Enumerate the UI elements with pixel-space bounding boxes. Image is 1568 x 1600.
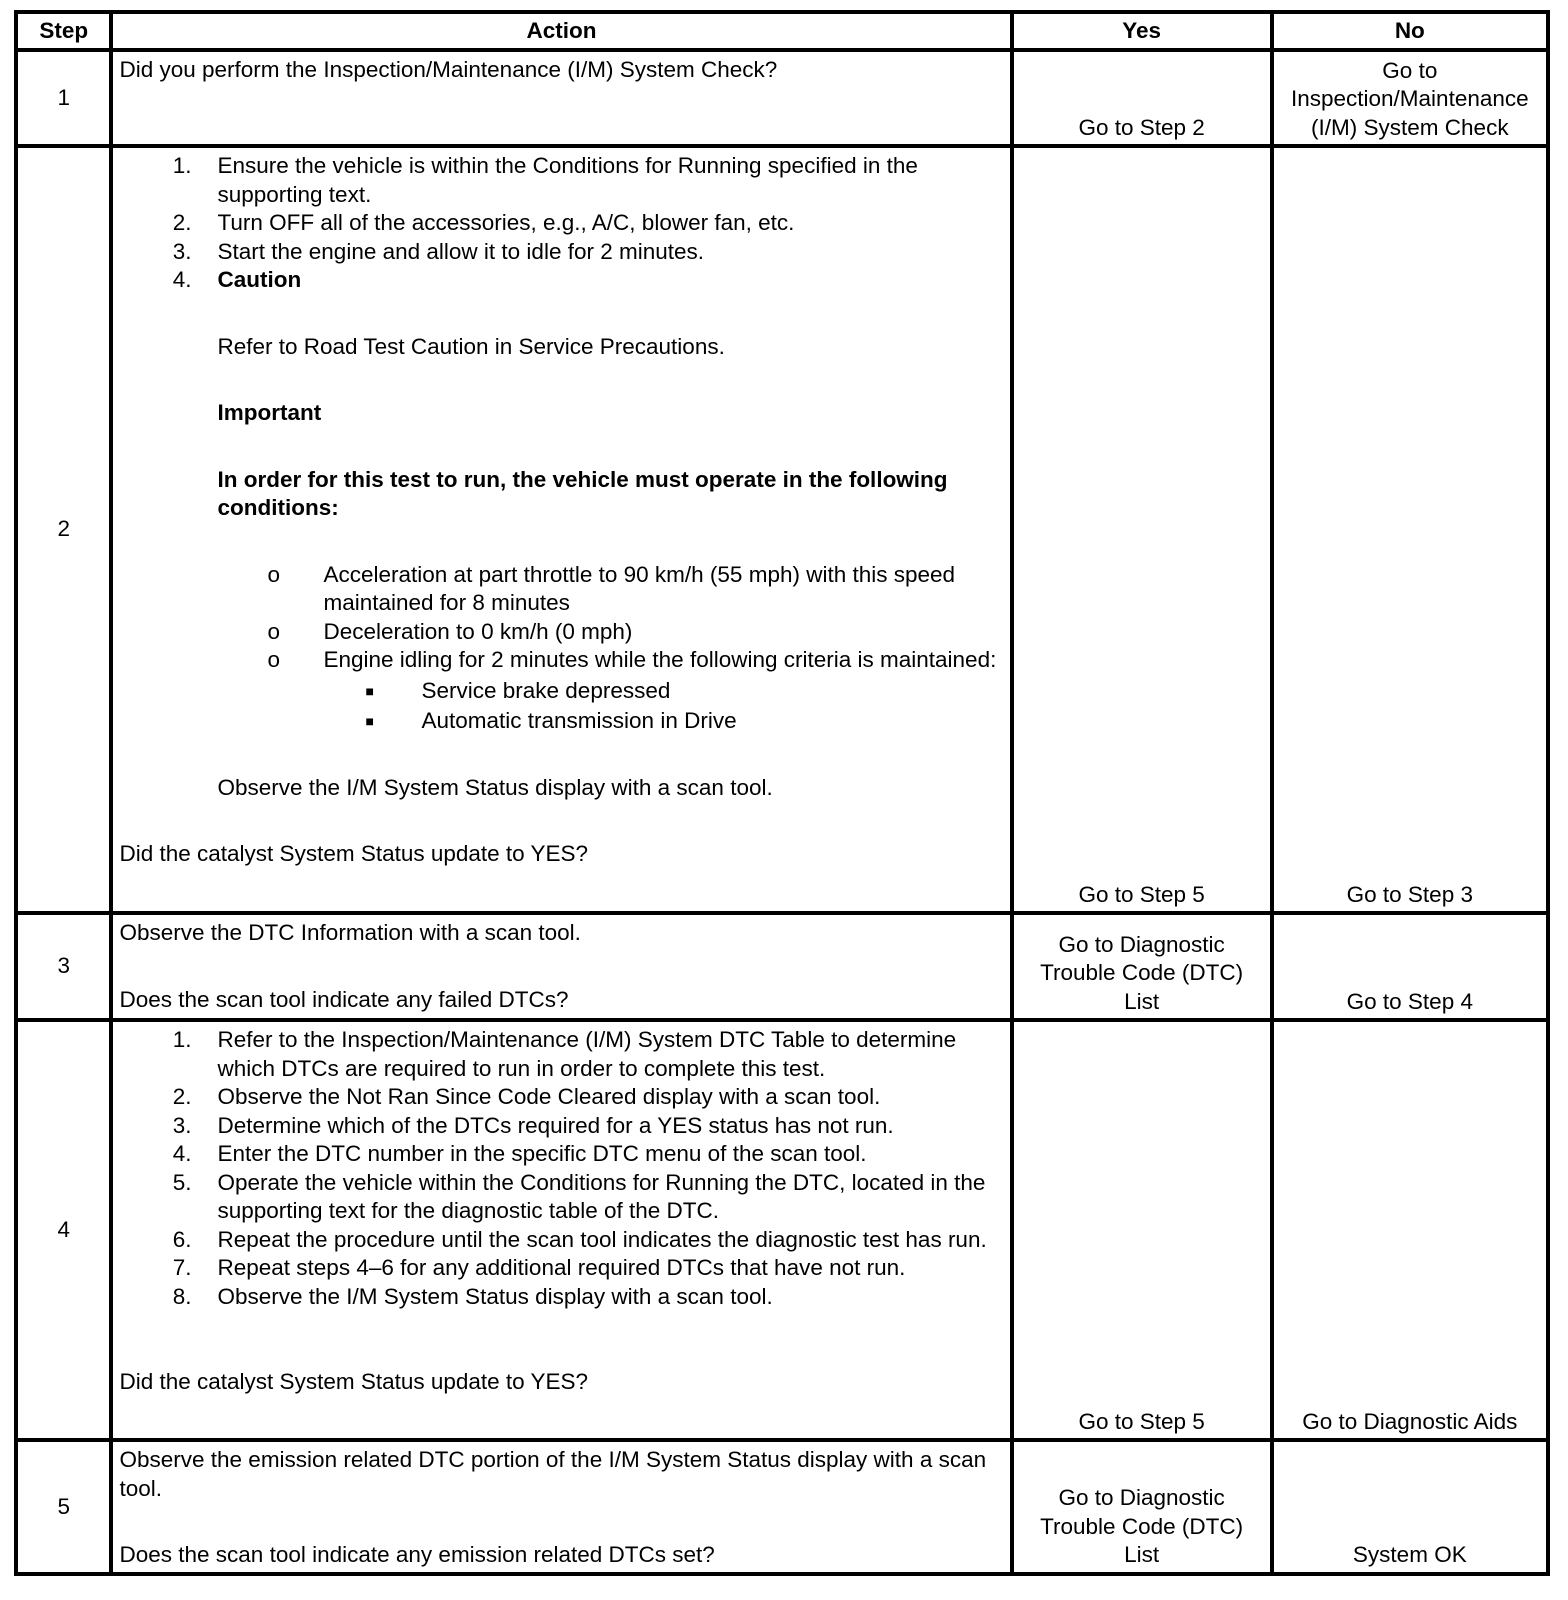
- caution-label: Caution: [217, 267, 302, 292]
- yes-outcome-line: Go to Diagnostic: [1058, 1485, 1225, 1510]
- list-item: 5. Operate the vehicle within the Conditions for Running the DTC, located in the supporting text for the diagnostic table of the DTC.: [172, 1169, 986, 1223]
- action-text: Did you perform the Inspection/Maintenance (I/M) System Check?: [119, 57, 778, 82]
- list-item: 4. Caution: [119, 266, 1003, 295]
- circle-bullet-icon: o: [267, 561, 280, 587]
- list-item: ■ Service brake depressed: [361, 677, 1003, 706]
- circle-bullet-icon: o: [267, 618, 280, 644]
- header-step: Step: [16, 12, 111, 50]
- list-item: 1. Ensure the vehicle is within the Conditions for Running specified in the supporting text.: [172, 153, 918, 207]
- list-item: 7. Repeat steps 4–6 for any additional required DTCs that have not run.: [172, 1255, 906, 1280]
- action-cell: [111, 50, 1011, 146]
- step-number: 5: [16, 1440, 111, 1574]
- list-item: o Deceleration to 0 km/h (0 mph): [261, 618, 1003, 647]
- no-outcome-line: (I/M) System Check: [1311, 114, 1509, 140]
- list-item: 2. Observe the Not Ran Since Code Cleared display with a scan tool.: [172, 1084, 881, 1109]
- step-number: 2: [16, 146, 111, 913]
- header-action: Action: [111, 12, 1011, 50]
- no-outcome: Go to Step 4: [1272, 913, 1548, 1020]
- step-number: 4: [16, 1020, 111, 1440]
- list-item: o Acceleration at part throttle to 90 km/h (55 mph) with this speed maintained for 8 minutes: [261, 561, 1003, 618]
- square-bullet-icon: ■: [365, 682, 374, 699]
- list-item: 3. Determine which of the DTCs required for a YES status has not run.: [172, 1112, 894, 1138]
- yes-outcome-line: Go to Diagnostic: [1058, 931, 1225, 957]
- action-cell: [111, 146, 1011, 913]
- header-no: No: [1272, 12, 1548, 50]
- list-item: 3. Start the engine and allow it to idle for 2 minutes.: [172, 238, 705, 264]
- yes-outcome: Go to Step 5: [1012, 1020, 1272, 1440]
- yes-outcome: [1012, 913, 1272, 1020]
- circle-bullet-icon: o: [267, 647, 280, 672]
- list-item: 8. Observe the I/M System Status display with a scan tool.: [172, 1283, 773, 1309]
- list-item: 4. Enter the DTC number in the specific DTC menu of the scan tool.: [172, 1141, 867, 1166]
- numbered-list: [119, 152, 1003, 295]
- table-row: [16, 146, 1548, 913]
- yes-outcome: [1012, 1440, 1272, 1574]
- step-number: 1: [16, 50, 111, 146]
- action-text: Observe the emission related DTC portion of the I/M System Status display with a scan tool.: [119, 1447, 987, 1501]
- action-cell: [111, 1440, 1011, 1574]
- table-row: [16, 913, 1548, 1020]
- important-text: In order for this test to run, the vehicle must operate in the following conditions:: [217, 466, 948, 520]
- action-cell: [111, 913, 1011, 1020]
- table-row: [16, 1440, 1548, 1574]
- caution-text: Refer to Road Test Caution in Service Precautions.: [217, 333, 725, 359]
- action-cell: [111, 1020, 1011, 1440]
- list-item: ■ Automatic transmission in Drive: [361, 707, 1003, 736]
- list-item: o Engine idling for 2 minutes while the following criteria is maintained:: [261, 646, 1003, 675]
- question-text: Does the scan tool indicate any failed DTCs?: [119, 986, 569, 1012]
- table-row: [16, 1020, 1548, 1440]
- yes-outcome-line: List: [1124, 1542, 1160, 1567]
- list-item: 1. Refer to the Inspection/Maintenance (I/M) System DTC Table to determine which DTCs are required to run in order to complete this test.: [172, 1027, 957, 1081]
- table-row: [16, 50, 1548, 146]
- yes-outcome: Go to Step 5: [1012, 146, 1272, 913]
- yes-outcome-line: Trouble Code (DTC): [1040, 960, 1244, 985]
- header-row: [16, 12, 1548, 50]
- conditions-list: [217, 561, 1003, 675]
- question-text: Did the catalyst System Status update to YES?: [119, 1369, 589, 1394]
- no-outcome: Go to Step 3: [1272, 146, 1548, 913]
- observe-text: Observe the I/M System Status display with a scan tool.: [217, 774, 773, 800]
- step-number: 3: [16, 913, 111, 1020]
- question-text: Did the catalyst System Status update to YES?: [119, 841, 589, 866]
- important-label: Important: [217, 400, 322, 425]
- no-outcome-line: Go to: [1382, 57, 1438, 83]
- numbered-list: [119, 1026, 1003, 1311]
- caution-block: [217, 295, 1003, 523]
- diagnostic-table: [14, 10, 1550, 1576]
- no-outcome: Go to Diagnostic Aids: [1272, 1020, 1548, 1440]
- header-yes: Yes: [1012, 12, 1272, 50]
- no-outcome: [1272, 50, 1548, 146]
- question-text: Does the scan tool indicate any emission related DTCs set?: [119, 1542, 715, 1567]
- list-item: 2. Turn OFF all of the accessories, e.g., A/C, blower fan, etc.: [172, 210, 795, 235]
- criteria-list: [217, 677, 1003, 736]
- list-item: 6. Repeat the procedure until the scan tool indicates the diagnostic test has run.: [172, 1226, 987, 1252]
- no-outcome-line: Inspection/Maintenance: [1290, 86, 1529, 111]
- yes-outcome-line: List: [1124, 988, 1160, 1014]
- square-bullet-icon: ■: [365, 713, 374, 729]
- yes-outcome-line: Trouble Code (DTC): [1040, 1513, 1244, 1539]
- action-text: Observe the DTC Information with a scan tool.: [119, 920, 581, 945]
- no-outcome: System OK: [1272, 1440, 1548, 1574]
- yes-outcome: Go to Step 2: [1012, 50, 1272, 146]
